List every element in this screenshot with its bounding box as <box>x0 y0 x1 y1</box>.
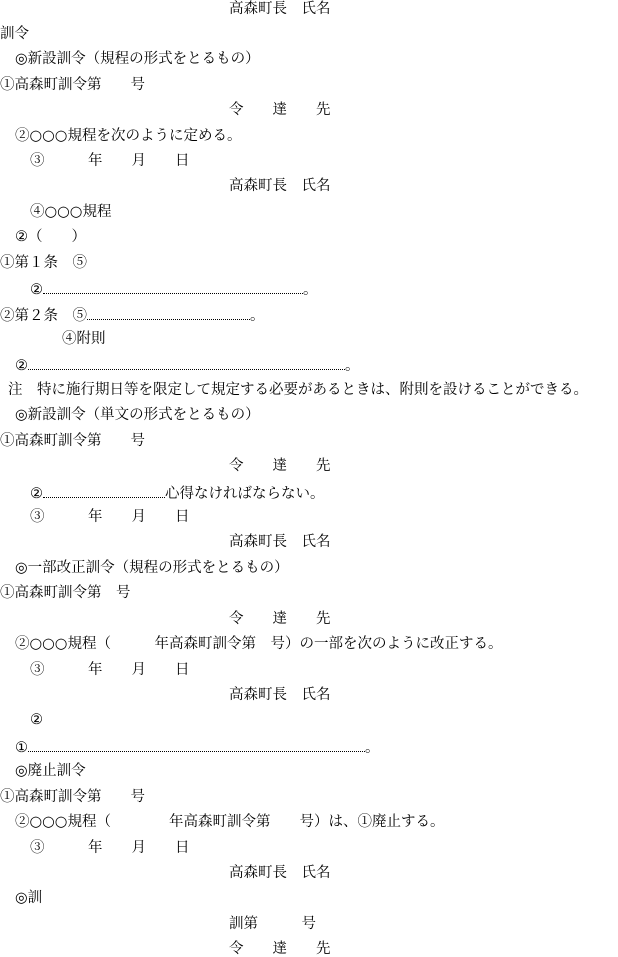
blank-fill-line <box>28 739 365 752</box>
mayor-signature: 高森町長 氏名 <box>229 687 331 703</box>
article-heading: ②第２条 ⑤ <box>0 308 87 324</box>
recipient-line: 令 達 先 <box>229 611 331 627</box>
recipient-line: 令 達 先 <box>229 458 331 474</box>
period: 。 <box>345 358 360 374</box>
directive-number: 訓第 号 <box>229 916 316 932</box>
form-title: ◎一部改正訓令（規程の形式をとるもの） <box>15 560 289 576</box>
marker: ② <box>30 486 43 502</box>
form-title: ◎新設訓令（規程の形式をとるもの） <box>15 51 260 67</box>
directive-number: ①高森町訓令第 号 <box>0 585 131 601</box>
article-line <box>0 307 265 324</box>
directive-number: ①高森町訓令第 号 <box>0 433 145 449</box>
supplementary-heading: ④附則 <box>62 331 106 347</box>
period: 。 <box>250 308 265 324</box>
caption-line: ②（ ） <box>15 229 86 245</box>
marker: ① <box>15 740 28 756</box>
date-line: ③ 年 月 日 <box>30 840 190 856</box>
section-heading: 訓令 <box>0 26 29 42</box>
period: 。 <box>365 740 380 756</box>
form-title: ◎訓 <box>15 890 43 906</box>
mayor-signature: 高森町長 氏名 <box>229 1 331 17</box>
directive-number: ①高森町訓令第 号 <box>0 789 145 805</box>
note-line: 注 特に施行期日等を限定して規定する必要があるときは、附則を設けることができる。 <box>8 382 588 398</box>
mayor-signature: 高森町長 氏名 <box>229 178 331 194</box>
amendment-clause: ②○○○規程（ 年高森町訓令第 号）の一部を次のように改正する。 <box>15 636 503 652</box>
instruction-text: 心得なければならない。 <box>165 486 325 502</box>
form-title: ◎新設訓令（単文の形式をとるもの） <box>15 407 260 423</box>
amendment-body <box>15 739 380 756</box>
article-body <box>30 281 318 298</box>
mayor-signature: 高森町長 氏名 <box>229 534 331 550</box>
form-title: ◎廃止訓令 <box>15 763 86 779</box>
blank-fill-line <box>43 485 165 498</box>
blank-fill-line <box>43 281 303 294</box>
date-line: ③ 年 月 日 <box>30 153 190 169</box>
enactment-clause: ②○○○規程を次のように定める。 <box>15 128 242 144</box>
directive-number: ①高森町訓令第 号 <box>0 77 145 93</box>
marker: ② <box>30 282 43 298</box>
recipient-line: 令 達 先 <box>229 941 331 957</box>
date-line: ③ 年 月 日 <box>30 509 190 525</box>
regulation-title: ④○○○規程 <box>30 204 112 220</box>
blank-fill-line <box>87 307 250 320</box>
period: 。 <box>303 282 318 298</box>
marker-line: ② <box>30 712 43 728</box>
marker: ② <box>15 358 28 374</box>
supplementary-body <box>15 357 360 374</box>
instruction-body <box>30 485 325 502</box>
repeal-clause: ②○○○規程（ 年高森町訓令第 号）は、①廃止する。 <box>15 814 445 830</box>
mayor-signature: 高森町長 氏名 <box>229 865 331 881</box>
blank-fill-line <box>28 357 345 370</box>
date-line: ③ 年 月 日 <box>30 662 190 678</box>
recipient-line: 令 達 先 <box>229 102 331 118</box>
article-heading: ①第１条 ⑤ <box>0 255 87 271</box>
